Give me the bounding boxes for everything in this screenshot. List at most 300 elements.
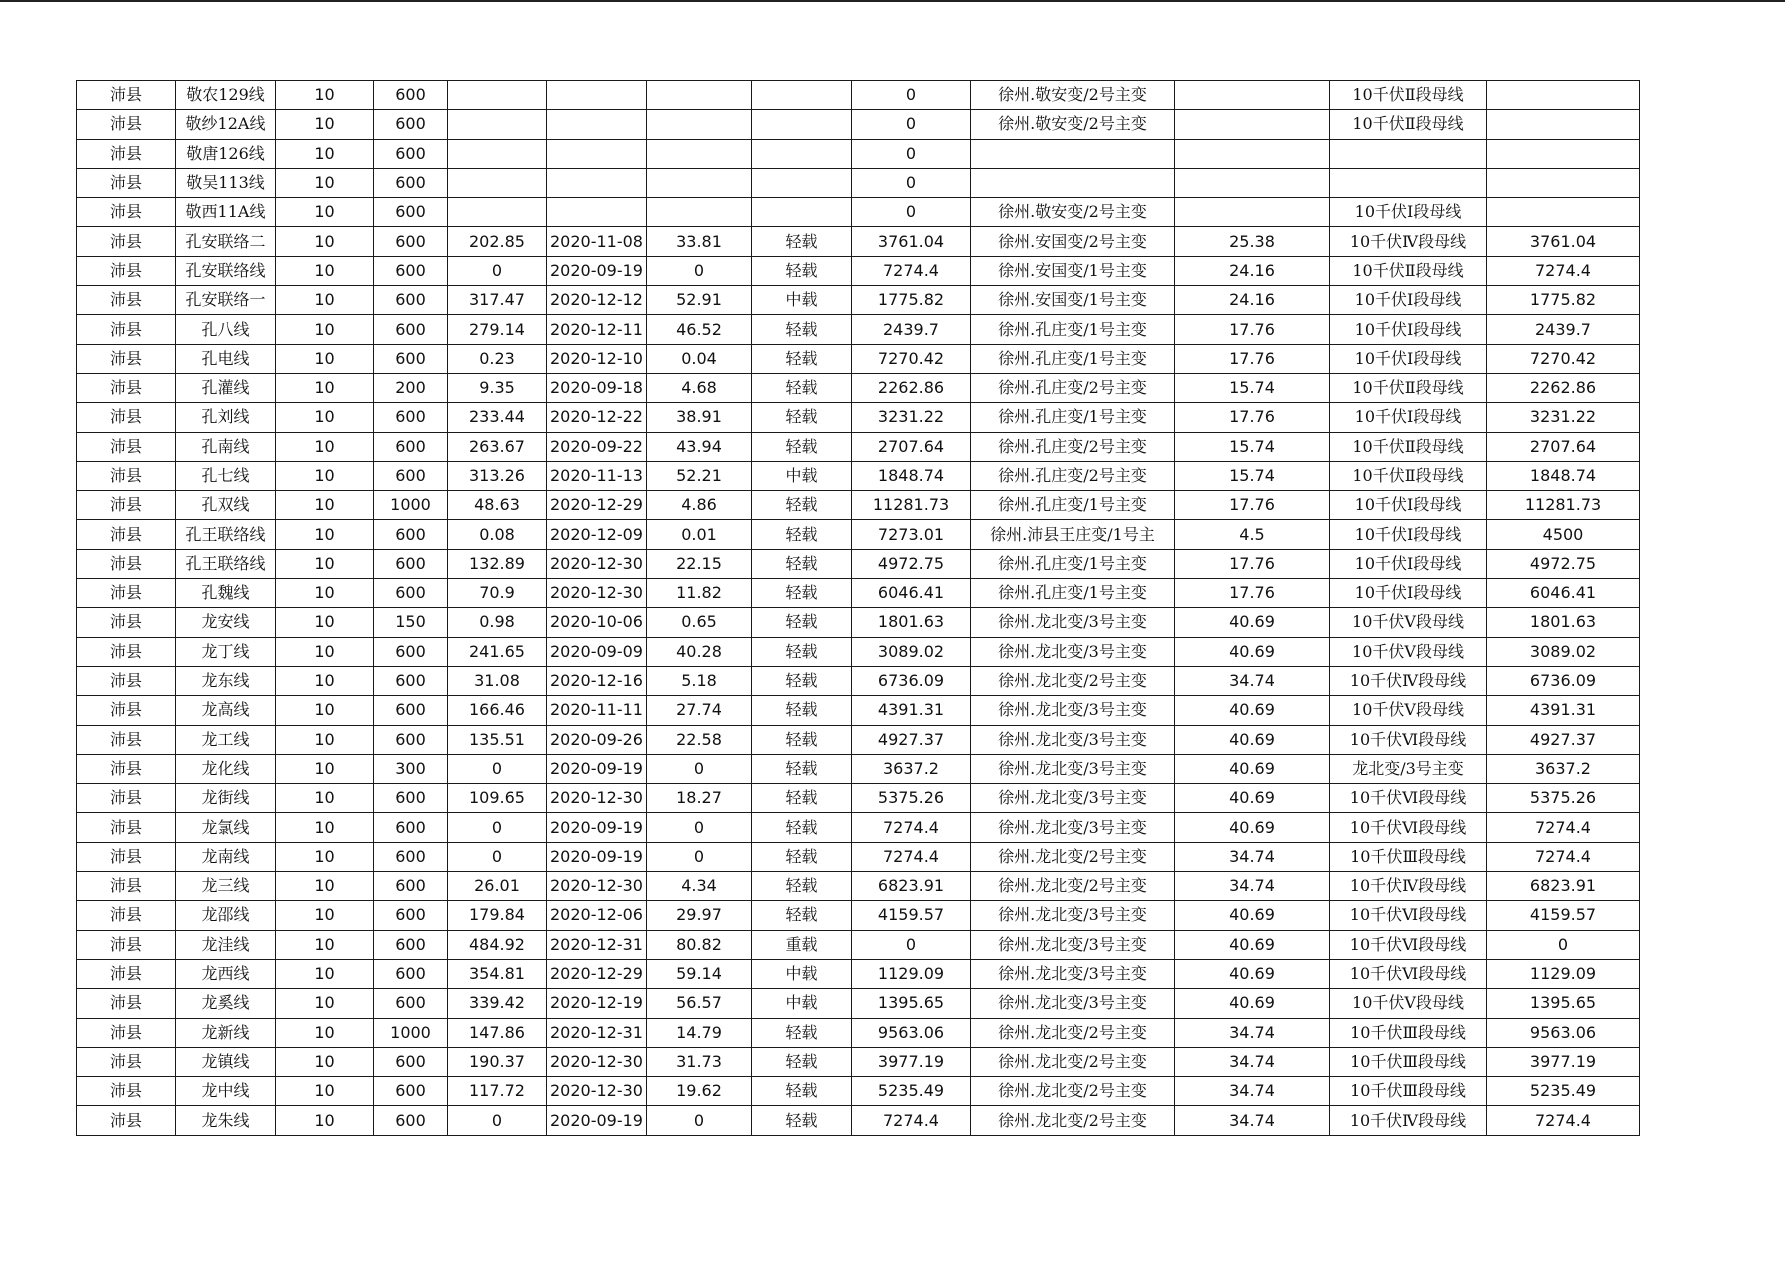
- cell-max-current: 263.67: [448, 432, 547, 461]
- cell-available-capacity: 2262.86: [852, 373, 971, 402]
- cell-load-status: 轻载: [752, 1047, 852, 1076]
- cell-line-name: 孔安联络线: [176, 256, 276, 285]
- cell-bus-section: 10千伏Ⅵ段母线: [1330, 901, 1487, 930]
- cell-rated-current: 600: [374, 842, 448, 871]
- cell-substation-transformer: 徐州.孔庄变/1号主变: [971, 315, 1175, 344]
- cell-remaining-capacity: 2707.64: [1487, 432, 1640, 461]
- cell-substation-transformer: 徐州.敬安变/2号主变: [971, 198, 1175, 227]
- cell-county: 沛县: [77, 696, 176, 725]
- cell-county: 沛县: [77, 461, 176, 490]
- cell-rated-current: 600: [374, 813, 448, 842]
- cell-voltage: 10: [276, 168, 374, 197]
- table-row: [77, 432, 1640, 461]
- cell-county: 沛县: [77, 930, 176, 959]
- cell-bus-section: 10千伏Ⅲ段母线: [1330, 1018, 1487, 1047]
- cell-max-date: 2020-09-18: [547, 373, 647, 402]
- cell-remaining-capacity: 1395.65: [1487, 989, 1640, 1018]
- cell-max-date: 2020-12-30: [547, 1047, 647, 1076]
- cell-line-name: 敬吴113线: [176, 168, 276, 197]
- cell-available-capacity: 11281.73: [852, 491, 971, 520]
- cell-rated-current: 300: [374, 754, 448, 783]
- cell-remaining-capacity: 4159.57: [1487, 901, 1640, 930]
- cell-remaining-capacity: 1848.74: [1487, 461, 1640, 490]
- cell-max-date: 2020-12-19: [547, 989, 647, 1018]
- cell-rated-current: 600: [374, 930, 448, 959]
- cell-bus-section: 10千伏Ⅳ段母线: [1330, 227, 1487, 256]
- cell-voltage: 10: [276, 608, 374, 637]
- cell-max-date: 2020-11-13: [547, 461, 647, 490]
- cell-max-date: [547, 110, 647, 139]
- cell-max-current: 179.84: [448, 901, 547, 930]
- cell-bus-section: 10千伏Ⅲ段母线: [1330, 842, 1487, 871]
- cell-max-date: 2020-12-10: [547, 344, 647, 373]
- cell-substation-transformer: 徐州.沛县王庄变/1号主: [971, 520, 1175, 549]
- cell-line-name: 孔安联络二: [176, 227, 276, 256]
- cell-rated-current: 600: [374, 637, 448, 666]
- cell-available-capacity: 3089.02: [852, 637, 971, 666]
- cell-rated-current: 600: [374, 110, 448, 139]
- cell-rated-current: 600: [374, 725, 448, 754]
- cell-county: 沛县: [77, 286, 176, 315]
- cell-rated-current: 600: [374, 198, 448, 227]
- cell-rated-current: 1000: [374, 491, 448, 520]
- cell-remaining-capacity: 7270.42: [1487, 344, 1640, 373]
- cell-remaining-capacity: 6736.09: [1487, 666, 1640, 695]
- cell-max-current: 147.86: [448, 1018, 547, 1047]
- cell-transformer-load-rate: 40.69: [1175, 754, 1330, 783]
- cell-substation-transformer: 徐州.龙北变/3号主变: [971, 725, 1175, 754]
- cell-load-status: 轻载: [752, 403, 852, 432]
- cell-remaining-capacity: [1487, 139, 1640, 168]
- cell-available-capacity: 7274.4: [852, 1106, 971, 1135]
- cell-county: 沛县: [77, 315, 176, 344]
- cell-load-rate: [647, 198, 752, 227]
- cell-remaining-capacity: 5235.49: [1487, 1077, 1640, 1106]
- cell-available-capacity: 1801.63: [852, 608, 971, 637]
- cell-load-status: [752, 139, 852, 168]
- cell-load-status: 轻载: [752, 256, 852, 285]
- cell-bus-section: 10千伏Ⅵ段母线: [1330, 725, 1487, 754]
- table-row: [77, 989, 1640, 1018]
- cell-load-rate: 46.52: [647, 315, 752, 344]
- cell-load-rate: 11.82: [647, 579, 752, 608]
- cell-load-rate: 80.82: [647, 930, 752, 959]
- cell-load-rate: 4.86: [647, 491, 752, 520]
- cell-bus-section: 10千伏Ⅱ段母线: [1330, 81, 1487, 110]
- cell-substation-transformer: 徐州.龙北变/2号主变: [971, 666, 1175, 695]
- cell-voltage: 10: [276, 754, 374, 783]
- cell-voltage: 10: [276, 520, 374, 549]
- cell-rated-current: 600: [374, 901, 448, 930]
- cell-voltage: 10: [276, 461, 374, 490]
- cell-county: 沛县: [77, 432, 176, 461]
- cell-max-current: 109.65: [448, 784, 547, 813]
- cell-voltage: 10: [276, 666, 374, 695]
- cell-max-current: [448, 198, 547, 227]
- cell-available-capacity: 5235.49: [852, 1077, 971, 1106]
- cell-max-date: 2020-09-19: [547, 754, 647, 783]
- cell-remaining-capacity: 1775.82: [1487, 286, 1640, 315]
- cell-available-capacity: 3761.04: [852, 227, 971, 256]
- cell-substation-transformer: 徐州.龙北变/2号主变: [971, 842, 1175, 871]
- cell-load-status: 轻载: [752, 872, 852, 901]
- cell-bus-section: 10千伏Ⅰ段母线: [1330, 315, 1487, 344]
- cell-transformer-load-rate: [1175, 198, 1330, 227]
- cell-max-date: 2020-11-08: [547, 227, 647, 256]
- cell-load-rate: 33.81: [647, 227, 752, 256]
- cell-max-current: 0.08: [448, 520, 547, 549]
- cell-load-status: 轻载: [752, 784, 852, 813]
- cell-substation-transformer: [971, 139, 1175, 168]
- cell-line-name: 龙洼线: [176, 930, 276, 959]
- cell-county: 沛县: [77, 637, 176, 666]
- cell-available-capacity: 0: [852, 198, 971, 227]
- cell-voltage: 10: [276, 81, 374, 110]
- cell-remaining-capacity: 7274.4: [1487, 1106, 1640, 1135]
- cell-available-capacity: 7274.4: [852, 842, 971, 871]
- cell-load-status: 轻载: [752, 520, 852, 549]
- cell-bus-section: 10千伏Ⅰ段母线: [1330, 198, 1487, 227]
- cell-available-capacity: 4159.57: [852, 901, 971, 930]
- cell-substation-transformer: 徐州.敬安变/2号主变: [971, 110, 1175, 139]
- cell-max-current: 70.9: [448, 579, 547, 608]
- cell-bus-section: 10千伏Ⅰ段母线: [1330, 549, 1487, 578]
- table-row: [77, 1106, 1640, 1135]
- cell-max-date: [547, 139, 647, 168]
- cell-max-current: 0.23: [448, 344, 547, 373]
- cell-transformer-load-rate: 40.69: [1175, 784, 1330, 813]
- cell-bus-section: 10千伏Ⅱ段母线: [1330, 432, 1487, 461]
- cell-substation-transformer: 徐州.龙北变/3号主变: [971, 754, 1175, 783]
- cell-load-rate: 4.34: [647, 872, 752, 901]
- cell-load-status: 轻载: [752, 1018, 852, 1047]
- cell-county: 沛县: [77, 198, 176, 227]
- cell-county: 沛县: [77, 256, 176, 285]
- cell-voltage: 10: [276, 1047, 374, 1076]
- cell-max-date: 2020-12-30: [547, 872, 647, 901]
- cell-load-rate: 40.28: [647, 637, 752, 666]
- cell-max-date: 2020-12-22: [547, 403, 647, 432]
- cell-voltage: 10: [276, 959, 374, 988]
- cell-remaining-capacity: 7274.4: [1487, 256, 1640, 285]
- cell-load-status: 轻载: [752, 901, 852, 930]
- cell-load-status: 中载: [752, 461, 852, 490]
- cell-available-capacity: 0: [852, 930, 971, 959]
- cell-bus-section: 10千伏Ⅰ段母线: [1330, 491, 1487, 520]
- cell-line-name: 孔灌线: [176, 373, 276, 402]
- cell-rated-current: 600: [374, 344, 448, 373]
- cell-max-date: 2020-09-19: [547, 842, 647, 871]
- cell-transformer-load-rate: 40.69: [1175, 608, 1330, 637]
- cell-transformer-load-rate: 34.74: [1175, 872, 1330, 901]
- cell-bus-section: 10千伏Ⅴ段母线: [1330, 989, 1487, 1018]
- table-row: [77, 198, 1640, 227]
- cell-transformer-load-rate: 17.76: [1175, 403, 1330, 432]
- cell-load-status: 轻载: [752, 432, 852, 461]
- cell-load-status: 轻载: [752, 1106, 852, 1135]
- cell-substation-transformer: 徐州.龙北变/2号主变: [971, 872, 1175, 901]
- cell-transformer-load-rate: 17.76: [1175, 315, 1330, 344]
- cell-available-capacity: 7270.42: [852, 344, 971, 373]
- cell-substation-transformer: 徐州.龙北变/2号主变: [971, 1077, 1175, 1106]
- cell-rated-current: 600: [374, 520, 448, 549]
- cell-line-name: 龙高线: [176, 696, 276, 725]
- cell-max-current: 313.26: [448, 461, 547, 490]
- cell-load-status: 中载: [752, 959, 852, 988]
- cell-load-rate: 14.79: [647, 1018, 752, 1047]
- table-row: [77, 725, 1640, 754]
- cell-substation-transformer: 徐州.龙北变/3号主变: [971, 959, 1175, 988]
- cell-available-capacity: 4927.37: [852, 725, 971, 754]
- cell-load-status: 轻载: [752, 725, 852, 754]
- cell-max-current: 279.14: [448, 315, 547, 344]
- cell-rated-current: 600: [374, 461, 448, 490]
- cell-voltage: 10: [276, 256, 374, 285]
- cell-max-current: 354.81: [448, 959, 547, 988]
- cell-available-capacity: 0: [852, 110, 971, 139]
- cell-available-capacity: 3231.22: [852, 403, 971, 432]
- cell-line-name: 龙西线: [176, 959, 276, 988]
- cell-rated-current: 600: [374, 227, 448, 256]
- cell-county: 沛县: [77, 1018, 176, 1047]
- table-row: [77, 256, 1640, 285]
- cell-max-current: [448, 81, 547, 110]
- table-row: [77, 784, 1640, 813]
- cell-remaining-capacity: 0: [1487, 930, 1640, 959]
- cell-line-name: 龙中线: [176, 1077, 276, 1106]
- cell-available-capacity: 9563.06: [852, 1018, 971, 1047]
- cell-max-current: 117.72: [448, 1077, 547, 1106]
- cell-rated-current: 600: [374, 1106, 448, 1135]
- cell-bus-section: 10千伏Ⅰ段母线: [1330, 344, 1487, 373]
- cell-county: 沛县: [77, 168, 176, 197]
- cell-load-status: 轻载: [752, 344, 852, 373]
- cell-county: 沛县: [77, 754, 176, 783]
- cell-max-date: 2020-12-30: [547, 1077, 647, 1106]
- cell-max-date: 2020-12-11: [547, 315, 647, 344]
- cell-voltage: 10: [276, 579, 374, 608]
- cell-county: 沛县: [77, 549, 176, 578]
- cell-available-capacity: 4391.31: [852, 696, 971, 725]
- cell-line-name: 龙邵线: [176, 901, 276, 930]
- cell-line-name: 孔南线: [176, 432, 276, 461]
- cell-line-name: 孔王联络线: [176, 549, 276, 578]
- cell-load-rate: 0.01: [647, 520, 752, 549]
- feeder-load-table: [76, 80, 1640, 1136]
- cell-transformer-load-rate: 24.16: [1175, 256, 1330, 285]
- cell-transformer-load-rate: 4.5: [1175, 520, 1330, 549]
- cell-max-date: 2020-12-06: [547, 901, 647, 930]
- cell-load-rate: [647, 168, 752, 197]
- table-row: [77, 373, 1640, 402]
- cell-voltage: 10: [276, 344, 374, 373]
- cell-available-capacity: 4972.75: [852, 549, 971, 578]
- cell-substation-transformer: 徐州.龙北变/3号主变: [971, 930, 1175, 959]
- cell-bus-section: [1330, 168, 1487, 197]
- cell-bus-section: 10千伏Ⅵ段母线: [1330, 959, 1487, 988]
- cell-bus-section: 10千伏Ⅲ段母线: [1330, 1077, 1487, 1106]
- cell-max-current: 48.63: [448, 491, 547, 520]
- table-row: [77, 344, 1640, 373]
- cell-substation-transformer: 徐州.龙北变/2号主变: [971, 1047, 1175, 1076]
- table-row: [77, 139, 1640, 168]
- cell-load-rate: 52.21: [647, 461, 752, 490]
- cell-voltage: 10: [276, 432, 374, 461]
- cell-line-name: 孔电线: [176, 344, 276, 373]
- table-row: [77, 520, 1640, 549]
- cell-bus-section: 10千伏Ⅳ段母线: [1330, 666, 1487, 695]
- cell-rated-current: 600: [374, 989, 448, 1018]
- cell-remaining-capacity: 4972.75: [1487, 549, 1640, 578]
- table-row: [77, 754, 1640, 783]
- cell-max-current: 317.47: [448, 286, 547, 315]
- cell-rated-current: 600: [374, 1077, 448, 1106]
- cell-max-date: 2020-12-30: [547, 579, 647, 608]
- cell-load-rate: 18.27: [647, 784, 752, 813]
- cell-voltage: 10: [276, 139, 374, 168]
- cell-available-capacity: 6736.09: [852, 666, 971, 695]
- cell-transformer-load-rate: 40.69: [1175, 930, 1330, 959]
- cell-line-name: 敬纱12A线: [176, 110, 276, 139]
- cell-remaining-capacity: 7274.4: [1487, 813, 1640, 842]
- table-row: [77, 696, 1640, 725]
- cell-line-name: 龙氯线: [176, 813, 276, 842]
- cell-county: 沛县: [77, 784, 176, 813]
- cell-county: 沛县: [77, 666, 176, 695]
- cell-max-current: 0.98: [448, 608, 547, 637]
- cell-county: 沛县: [77, 227, 176, 256]
- cell-line-name: 龙化线: [176, 754, 276, 783]
- cell-rated-current: 600: [374, 549, 448, 578]
- cell-remaining-capacity: [1487, 198, 1640, 227]
- cell-remaining-capacity: 2439.7: [1487, 315, 1640, 344]
- cell-load-rate: 0: [647, 842, 752, 871]
- table-row: [77, 666, 1640, 695]
- cell-line-name: 龙街线: [176, 784, 276, 813]
- cell-max-date: 2020-09-09: [547, 637, 647, 666]
- cell-voltage: 10: [276, 110, 374, 139]
- cell-max-date: 2020-09-19: [547, 256, 647, 285]
- cell-line-name: 龙安线: [176, 608, 276, 637]
- cell-available-capacity: 2439.7: [852, 315, 971, 344]
- cell-transformer-load-rate: [1175, 168, 1330, 197]
- cell-transformer-load-rate: 15.74: [1175, 461, 1330, 490]
- cell-rated-current: 600: [374, 1047, 448, 1076]
- cell-max-date: 2020-12-12: [547, 286, 647, 315]
- cell-available-capacity: 0: [852, 81, 971, 110]
- cell-line-name: 孔刘线: [176, 403, 276, 432]
- cell-load-status: [752, 168, 852, 197]
- cell-line-name: 龙丁线: [176, 637, 276, 666]
- cell-remaining-capacity: 9563.06: [1487, 1018, 1640, 1047]
- cell-load-status: 轻载: [752, 666, 852, 695]
- cell-available-capacity: 1395.65: [852, 989, 971, 1018]
- cell-remaining-capacity: 6046.41: [1487, 579, 1640, 608]
- cell-voltage: 10: [276, 227, 374, 256]
- cell-remaining-capacity: 11281.73: [1487, 491, 1640, 520]
- cell-load-rate: 22.15: [647, 549, 752, 578]
- cell-substation-transformer: 徐州.龙北变/3号主变: [971, 813, 1175, 842]
- cell-county: 沛县: [77, 901, 176, 930]
- cell-county: 沛县: [77, 1106, 176, 1135]
- cell-line-name: 孔王联络线: [176, 520, 276, 549]
- cell-remaining-capacity: 2262.86: [1487, 373, 1640, 402]
- cell-max-current: 0: [448, 813, 547, 842]
- cell-transformer-load-rate: 40.69: [1175, 901, 1330, 930]
- cell-substation-transformer: 徐州.龙北变/3号主变: [971, 637, 1175, 666]
- cell-bus-section: 10千伏Ⅵ段母线: [1330, 784, 1487, 813]
- cell-remaining-capacity: 4500: [1487, 520, 1640, 549]
- cell-max-date: [547, 198, 647, 227]
- page-top-rule: [0, 0, 1785, 2]
- cell-substation-transformer: 徐州.孔庄变/1号主变: [971, 403, 1175, 432]
- cell-remaining-capacity: 7274.4: [1487, 842, 1640, 871]
- cell-load-rate: 31.73: [647, 1047, 752, 1076]
- cell-available-capacity: 5375.26: [852, 784, 971, 813]
- cell-load-rate: [647, 139, 752, 168]
- cell-load-status: 轻载: [752, 373, 852, 402]
- cell-transformer-load-rate: 24.16: [1175, 286, 1330, 315]
- cell-load-status: 轻载: [752, 813, 852, 842]
- cell-max-date: 2020-12-09: [547, 520, 647, 549]
- cell-max-current: [448, 110, 547, 139]
- cell-load-rate: 29.97: [647, 901, 752, 930]
- cell-rated-current: 600: [374, 286, 448, 315]
- cell-county: 沛县: [77, 1077, 176, 1106]
- table-row: [77, 286, 1640, 315]
- cell-load-status: 中载: [752, 989, 852, 1018]
- cell-load-rate: [647, 110, 752, 139]
- cell-transformer-load-rate: 40.69: [1175, 725, 1330, 754]
- cell-voltage: 10: [276, 901, 374, 930]
- cell-load-rate: 0.04: [647, 344, 752, 373]
- cell-bus-section: 10千伏Ⅵ段母线: [1330, 930, 1487, 959]
- cell-load-rate: 0: [647, 754, 752, 783]
- cell-available-capacity: 0: [852, 139, 971, 168]
- cell-county: 沛县: [77, 1047, 176, 1076]
- cell-max-date: 2020-10-06: [547, 608, 647, 637]
- cell-remaining-capacity: 3089.02: [1487, 637, 1640, 666]
- cell-bus-section: 10千伏Ⅲ段母线: [1330, 1047, 1487, 1076]
- cell-available-capacity: 7274.4: [852, 256, 971, 285]
- cell-max-current: 166.46: [448, 696, 547, 725]
- cell-rated-current: 600: [374, 432, 448, 461]
- cell-max-current: 0: [448, 1106, 547, 1135]
- cell-load-rate: 52.91: [647, 286, 752, 315]
- cell-substation-transformer: 徐州.安国变/2号主变: [971, 227, 1175, 256]
- table-row: [77, 872, 1640, 901]
- table-row: [77, 461, 1640, 490]
- cell-county: 沛县: [77, 579, 176, 608]
- cell-load-rate: 19.62: [647, 1077, 752, 1106]
- cell-bus-section: 10千伏Ⅰ段母线: [1330, 520, 1487, 549]
- cell-transformer-load-rate: 17.76: [1175, 579, 1330, 608]
- cell-bus-section: 10千伏Ⅰ段母线: [1330, 579, 1487, 608]
- cell-county: 沛县: [77, 725, 176, 754]
- cell-load-rate: 22.58: [647, 725, 752, 754]
- cell-transformer-load-rate: [1175, 139, 1330, 168]
- cell-bus-section: 10千伏Ⅰ段母线: [1330, 403, 1487, 432]
- cell-rated-current: 150: [374, 608, 448, 637]
- cell-substation-transformer: 徐州.孔庄变/2号主变: [971, 432, 1175, 461]
- cell-transformer-load-rate: 34.74: [1175, 1018, 1330, 1047]
- cell-max-date: 2020-12-30: [547, 784, 647, 813]
- cell-available-capacity: 6823.91: [852, 872, 971, 901]
- cell-line-name: 龙东线: [176, 666, 276, 695]
- cell-transformer-load-rate: 17.76: [1175, 491, 1330, 520]
- cell-transformer-load-rate: 25.38: [1175, 227, 1330, 256]
- cell-remaining-capacity: [1487, 81, 1640, 110]
